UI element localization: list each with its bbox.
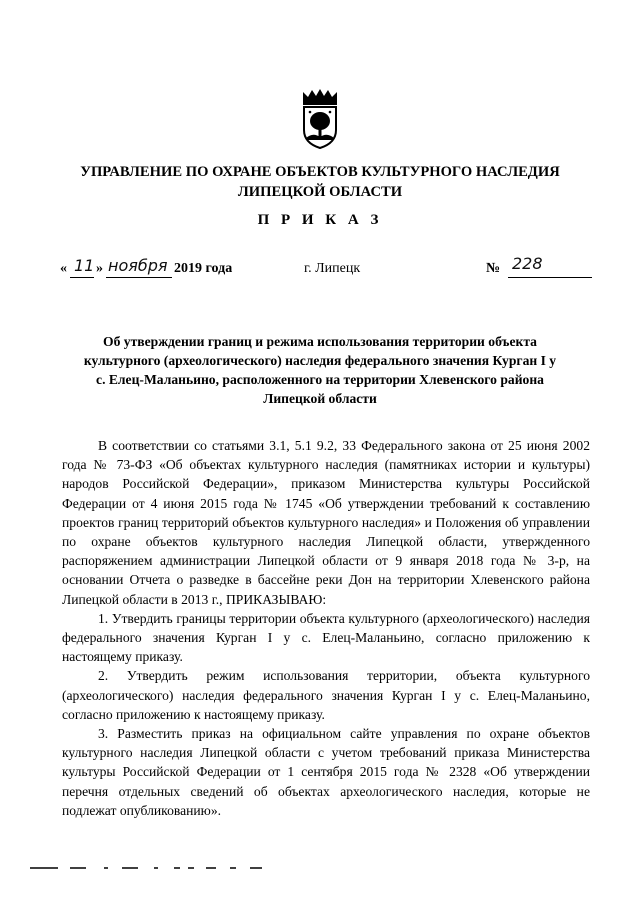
title-line4: Липецкой области (263, 391, 377, 406)
quote-open: « (60, 261, 67, 276)
order-item-1: 1. Утвердить границы территории объекта культурного (археологического) наследия федерального значения Курган I у с. Елец-Маланьино, согласно приложению к настоящему приказу. (62, 610, 590, 665)
title-line2: культурного (археологического) наследия федерального значения Курган I у (83, 353, 557, 368)
handwritten-number: 228 (512, 254, 543, 273)
quote-close: » (96, 261, 103, 276)
title-line1: Об утверждении границ и режима использования территории объекта (103, 334, 537, 349)
title-line3: с. Елец-Маланьино, расположенного на территории Хлевенского района (96, 372, 544, 387)
number-underline (508, 277, 592, 278)
city: г. Липецк (304, 261, 361, 276)
document-body (62, 436, 590, 820)
handwritten-day: 11 (74, 256, 95, 275)
footer-dash-line (30, 866, 350, 870)
order-item-3: 3. Разместить приказ на официальном сайте управления по охране объектов культурного наследия Липецкой области с учетом требований приказа Министерства культуры Российской Федерации от 1 сентября 2015 года № 2328 «Об утверждении перечня отдельных сведений об объектах археологического наследия, которые не подлежат опубликованию». (62, 726, 590, 818)
lipetsk-coat-of-arms-icon (299, 88, 341, 150)
handwritten-month: ноября (108, 256, 168, 275)
number-label: № (486, 261, 501, 276)
year: 2019 года (174, 261, 233, 276)
document-type: П Р И К А З (257, 212, 383, 228)
preamble-paragraph: В соответствии со статьями 3.1, 5.1 9.2, 33 Федерального закона от 25 июня 2002 года № 73-ФЗ «Об объектах культурного наследия (памятниках истории и культуры) народов Российской Федерации», приказом Министерства культуры Российской Федерации от 4 июня 2015 года № 1745 «Об утверждении требований к составлению проектов границ территорий объектов культурного наследия» и Положения об управлении по охране объектов культурного наследия Липецкой области, утвержденного распоряжением администрации Липецкой области от 9 января 2018 года № 3-р, на основании Отчета о разведке в бассейне реки Дон на территории Хлевенского района Липецкой области в 2013 г., ПРИКАЗЫВАЮ: (62, 438, 590, 607)
order-item-2: 2. Утвердить режим использования территории, объекта культурного (археологического) наследия федерального значения Курган I у с. Елец-Маланьино, согласно приложению к настоящему приказу. (62, 668, 590, 722)
date-number-row (60, 256, 600, 282)
day-underline (70, 277, 94, 278)
organization-name (60, 162, 580, 202)
month-underline (106, 277, 172, 278)
organization-name-line1: УПРАВЛЕНИЕ ПО ОХРАНЕ ОБЪЕКТОВ КУЛЬТУРНОГО НАСЛЕДИЯ (80, 164, 560, 180)
document-title (60, 332, 580, 408)
organization-name-line2: ЛИПЕЦКОЙ ОБЛАСТИ (237, 184, 403, 200)
